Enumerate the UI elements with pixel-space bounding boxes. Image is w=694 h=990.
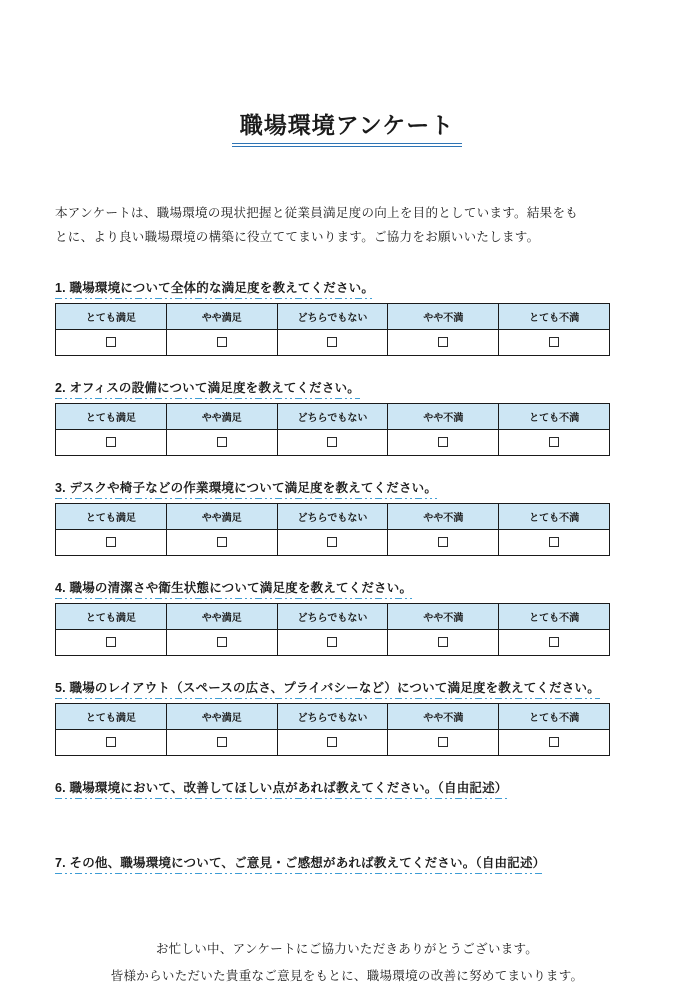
- scale-option-header: どちらでもない: [277, 503, 388, 529]
- checkbox-cell[interactable]: [166, 329, 277, 355]
- checkbox[interactable]: [217, 337, 227, 347]
- scale-option-header: とても満足: [56, 603, 167, 629]
- checkbox[interactable]: [327, 737, 337, 747]
- checkbox-cell[interactable]: [56, 429, 167, 455]
- scale-option-header: どちらでもない: [277, 603, 388, 629]
- checkbox[interactable]: [438, 437, 448, 447]
- checkbox-row: [56, 329, 610, 355]
- scale-option-header: どちらでもない: [277, 403, 388, 429]
- checkbox[interactable]: [106, 437, 116, 447]
- checkbox[interactable]: [438, 637, 448, 647]
- scale-option-header: やや満足: [166, 703, 277, 729]
- checkbox[interactable]: [217, 737, 227, 747]
- checkbox[interactable]: [217, 537, 227, 547]
- scale-header-row: [56, 403, 610, 429]
- checkbox-cell[interactable]: [388, 329, 499, 355]
- closing-line-1: お忙しい中、アンケートにご協力いただきありがとうございます。: [155, 941, 539, 956]
- scale-option-header: やや満足: [166, 603, 277, 629]
- checkbox[interactable]: [549, 537, 559, 547]
- checkbox[interactable]: [106, 537, 116, 547]
- checkbox[interactable]: [217, 437, 227, 447]
- question-2: [55, 376, 639, 456]
- question-7: [55, 851, 639, 875]
- checkbox-cell[interactable]: [56, 329, 167, 355]
- checkbox[interactable]: [549, 437, 559, 447]
- checkbox[interactable]: [106, 337, 116, 347]
- checkbox-row: [56, 529, 610, 555]
- question-5-scale-table: [55, 703, 610, 756]
- scale-option-header: やや不満: [388, 303, 499, 329]
- checkbox-row: [56, 729, 610, 755]
- question-3: [55, 476, 639, 556]
- question-3-scale-table: [55, 503, 610, 556]
- checkbox[interactable]: [217, 637, 227, 647]
- scale-option-header: とても不満: [499, 503, 610, 529]
- scale-option-header: やや満足: [166, 503, 277, 529]
- checkbox[interactable]: [327, 437, 337, 447]
- scale-option-header: やや不満: [388, 403, 499, 429]
- scale-option-header: とても不満: [499, 403, 610, 429]
- checkbox[interactable]: [438, 337, 448, 347]
- checkbox-cell[interactable]: [166, 729, 277, 755]
- checkbox-cell[interactable]: [388, 529, 499, 555]
- checkbox[interactable]: [106, 637, 116, 647]
- checkbox-cell[interactable]: [277, 629, 388, 655]
- checkbox-cell[interactable]: [499, 429, 610, 455]
- question-1: [55, 276, 639, 356]
- checkbox[interactable]: [327, 537, 337, 547]
- question-5: [55, 676, 639, 756]
- scale-option-header: とても満足: [56, 403, 167, 429]
- question-4-label: 4. 職場の清潔さや衛生状態について満足度を教えてください。: [55, 576, 639, 600]
- scale-option-header: とても満足: [56, 303, 167, 329]
- question-3-label: 3. デスクや椅子などの作業環境について満足度を教えてください。: [55, 476, 639, 500]
- question-4: [55, 576, 639, 656]
- checkbox-cell[interactable]: [388, 629, 499, 655]
- checkbox-cell[interactable]: [166, 529, 277, 555]
- question-5-label: 5. 職場のレイアウト（スペースの広さ、プライバシーなど）について満足度を教えてください。: [55, 676, 639, 700]
- question-1-scale-table: [55, 303, 610, 356]
- closing-message: [55, 936, 639, 990]
- checkbox-cell[interactable]: [56, 729, 167, 755]
- question-6-label: 6. 職場環境において、改善してほしい点があれば教えてください。（自由記述）: [55, 776, 639, 800]
- question-6: [55, 776, 639, 800]
- checkbox[interactable]: [549, 337, 559, 347]
- checkbox-cell[interactable]: [499, 729, 610, 755]
- scale-header-row: [56, 503, 610, 529]
- checkbox-cell[interactable]: [56, 629, 167, 655]
- checkbox-cell[interactable]: [166, 429, 277, 455]
- scale-header-row: [56, 303, 610, 329]
- intro-line-2: とに、より良い職場環境の構築に役立ててまいります。ご協力をお願いいたします。: [55, 229, 540, 244]
- checkbox-cell[interactable]: [388, 429, 499, 455]
- checkbox-cell[interactable]: [277, 429, 388, 455]
- scale-header-row: [56, 603, 610, 629]
- scale-option-header: とても不満: [499, 703, 610, 729]
- checkbox[interactable]: [438, 737, 448, 747]
- checkbox[interactable]: [106, 737, 116, 747]
- checkbox-cell[interactable]: [388, 729, 499, 755]
- checkbox-row: [56, 429, 610, 455]
- checkbox-row: [56, 629, 610, 655]
- question-7-label: 7. その他、職場環境について、ご意見・ご感想があれば教えてください。（自由記述）: [55, 851, 639, 875]
- scale-option-header: とても不満: [499, 303, 610, 329]
- checkbox-cell[interactable]: [499, 529, 610, 555]
- question-2-label: 2. オフィスの設備について満足度を教えてください。: [55, 376, 639, 400]
- checkbox[interactable]: [549, 637, 559, 647]
- checkbox-cell[interactable]: [277, 529, 388, 555]
- intro-paragraph: [55, 201, 639, 249]
- scale-option-header: とても満足: [56, 703, 167, 729]
- scale-option-header: どちらでもない: [277, 303, 388, 329]
- scale-option-header: やや不満: [388, 603, 499, 629]
- scale-header-row: [56, 703, 610, 729]
- checkbox[interactable]: [327, 337, 337, 347]
- checkbox-cell[interactable]: [166, 629, 277, 655]
- scale-option-header: やや不満: [388, 503, 499, 529]
- title-wrap: [55, 92, 639, 163]
- question-4-scale-table: [55, 603, 610, 656]
- scale-option-header: やや不満: [388, 703, 499, 729]
- checkbox-cell[interactable]: [499, 329, 610, 355]
- checkbox-cell[interactable]: [277, 729, 388, 755]
- scale-option-header: どちらでもない: [277, 703, 388, 729]
- page-title: 職場環境アンケート: [232, 107, 463, 147]
- scale-option-header: とても満足: [56, 503, 167, 529]
- checkbox[interactable]: [438, 537, 448, 547]
- scale-option-header: とても不満: [499, 603, 610, 629]
- checkbox[interactable]: [327, 637, 337, 647]
- scale-option-header: やや満足: [166, 403, 277, 429]
- question-2-scale-table: [55, 403, 610, 456]
- question-1-label: 1. 職場環境について全体的な満足度を教えてください。: [55, 276, 639, 300]
- intro-line-1: 本アンケートは、職場環境の現状把握と従業員満足度の向上を目的としています。結果をも: [55, 205, 579, 220]
- checkbox-cell[interactable]: [499, 629, 610, 655]
- scale-option-header: やや満足: [166, 303, 277, 329]
- checkbox[interactable]: [549, 737, 559, 747]
- checkbox-cell[interactable]: [277, 329, 388, 355]
- checkbox-cell[interactable]: [56, 529, 167, 555]
- closing-line-2: 皆様からいただいた貴重なご意見をもとに、職場環境の改善に努めてまいります。: [110, 968, 584, 983]
